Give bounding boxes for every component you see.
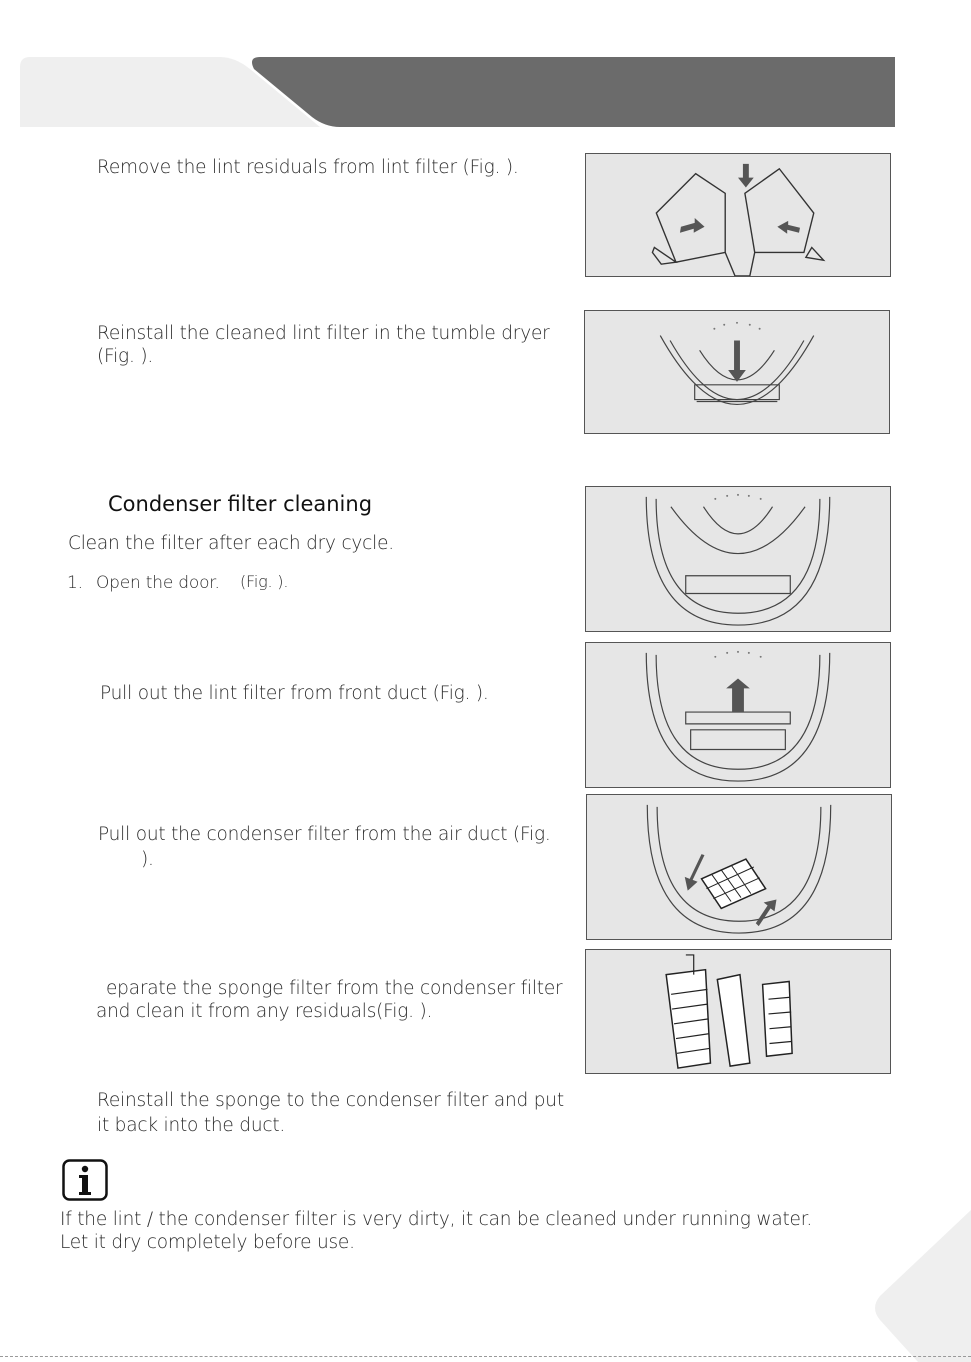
step-reinstall-sponge-line2: it back into the duct. [97,1115,286,1136]
section-title: Condenser filter cleaning [108,492,373,516]
bottom-rule [0,1356,971,1361]
step-number-1: 1. [67,573,83,593]
header-bar-dark [250,57,895,127]
figure-open-door [585,486,891,632]
step-separate-line2: and clean it from any residuals(Fig. ). [96,1001,433,1022]
figure-pull-condenser-filter [586,794,892,940]
step-pull-condenser-line1: Pull out the condenser filter from the air duct (Fig. [98,824,551,845]
corner-decoration [870,1210,971,1362]
step-remove-lint: Remove the lint residuals from lint filter (Fig. ). [97,157,519,178]
step-open-door-fig: (Fig. ). [240,572,289,591]
step-open-door: Open the door. [96,573,220,593]
figure-lint-filter-open [585,153,891,277]
step-pull-condenser-line2: ). [141,849,154,870]
step-reinstall-line1: Reinstall the cleaned lint filter in the tumble dryer [97,323,550,344]
note-line2: Let it dry completely before use. [60,1232,355,1253]
step-reinstall-sponge-line1: Reinstall the sponge to the condenser filter and put [97,1090,564,1111]
step-separate-line1: eparate the sponge filter from the condenser filter [106,978,563,999]
step-pull-lint: Pull out the lint filter from front duct (Fig. ). [100,683,489,704]
clean-after-note: Clean the filter after each dry cycle. [68,533,394,554]
info-icon [62,1159,108,1201]
figure-separate-sponge [585,949,891,1074]
note-line1: If the lint / the condenser filter is very dirty, it can be cleaned under running water. [60,1209,813,1230]
figure-lint-filter-reinstall [584,310,890,434]
step-reinstall-line2: (Fig. ). [97,346,154,367]
figure-pull-lint-filter [585,642,891,788]
